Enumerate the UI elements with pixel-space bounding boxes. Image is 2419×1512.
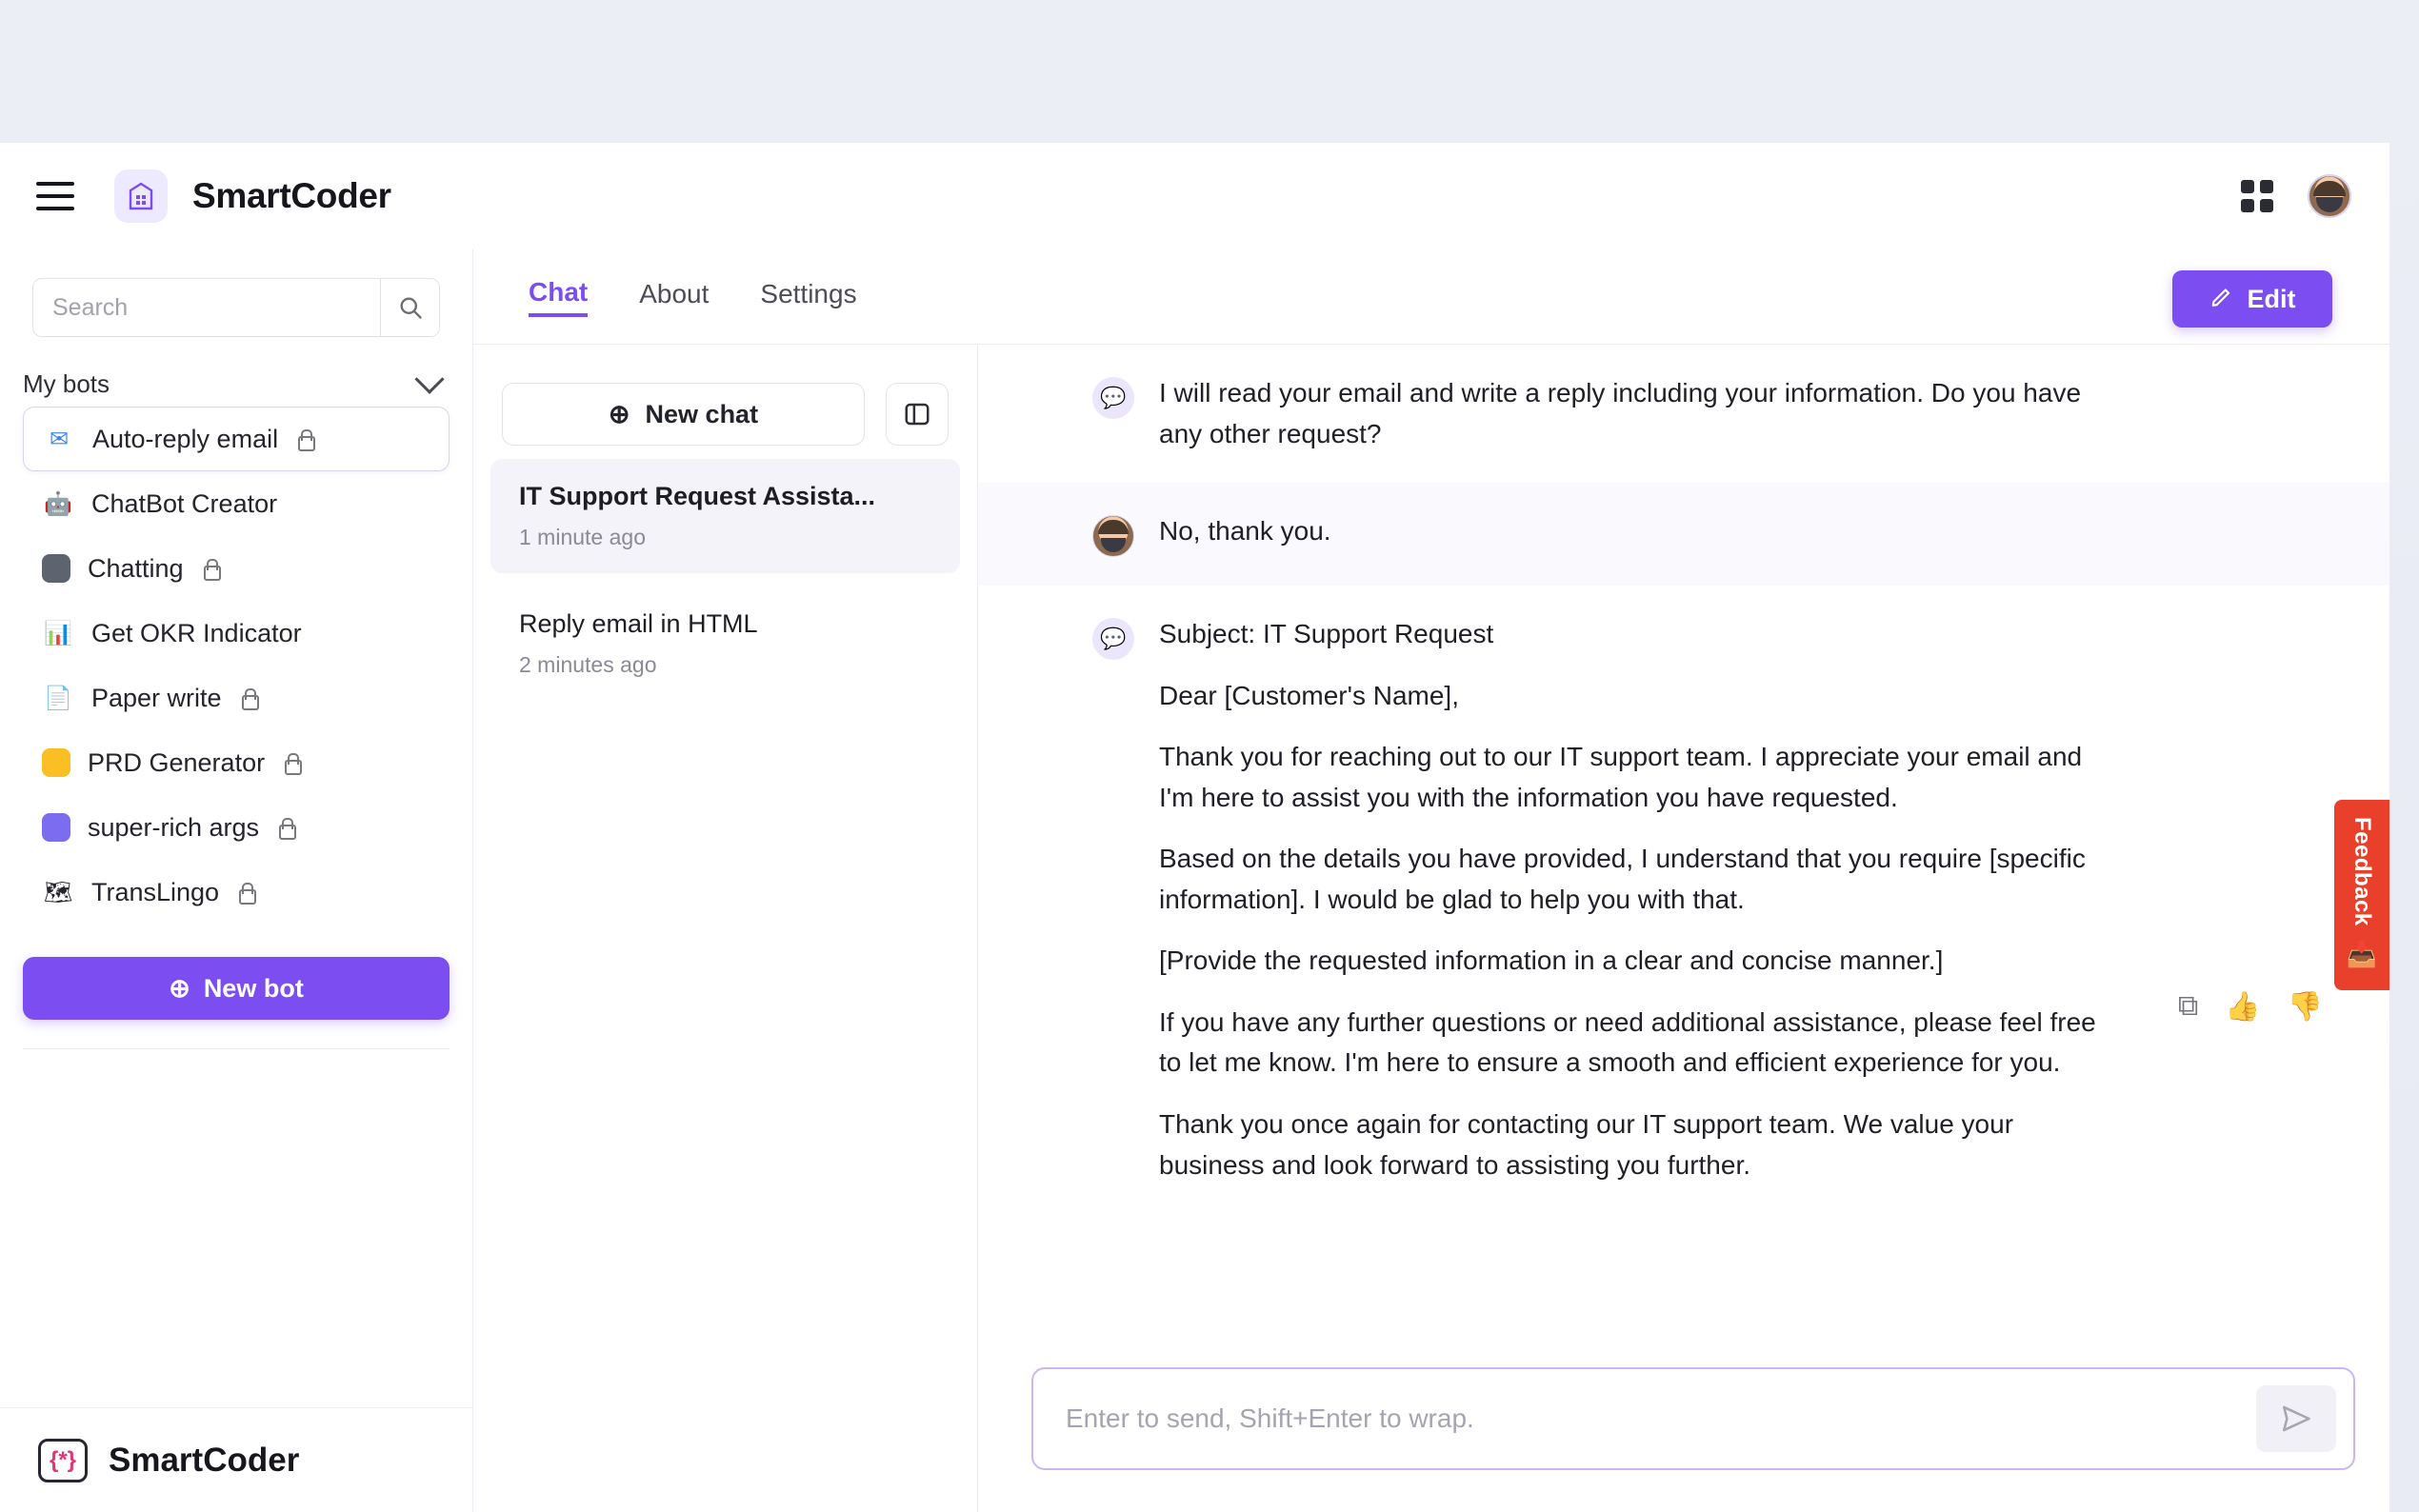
sidebar-item-label: Auto-reply email	[92, 424, 279, 453]
chevron-down-icon[interactable]	[414, 364, 444, 393]
content-area	[473, 249, 2389, 1512]
robot-icon: 🤖	[44, 490, 72, 517]
tab-bar	[473, 249, 2389, 345]
tab-about[interactable]: About	[639, 278, 710, 308]
sidebar-item-label: Chatting	[88, 553, 184, 583]
app-title: SmartCoder	[192, 175, 391, 215]
message-paragraph: If you have any further questions or need additional assistance, please feel free to let me know. I'm here to ensure a smooth and efficient experience for you.	[1159, 1006, 2096, 1078]
lock-icon	[295, 428, 314, 449]
top-bar-right	[2241, 174, 2351, 218]
list-item[interactable]	[490, 459, 960, 573]
square-yellow-icon	[42, 748, 70, 777]
lock-icon	[236, 882, 255, 903]
message-assistant	[978, 586, 2389, 1214]
message-paragraph: I will read your email and write a reply including your information. Do you have any other request?	[1159, 378, 2082, 448]
lock-icon	[239, 687, 258, 708]
smartcoder-logo-icon	[38, 1439, 88, 1482]
new-chat-button[interactable]	[502, 383, 865, 446]
list-item[interactable]	[490, 587, 960, 701]
hamburger-icon[interactable]	[36, 182, 74, 210]
bot-bubble-icon: 💬	[1092, 377, 1134, 419]
message-body	[1159, 614, 2111, 1185]
logo-glyph: {*}	[49, 1446, 77, 1473]
plus-circle-icon: ⊕	[608, 399, 630, 428]
tab-settings[interactable]: Settings	[760, 278, 857, 308]
conversation-panel	[978, 345, 2389, 1512]
sidebar	[0, 249, 473, 1512]
search-box[interactable]	[32, 278, 440, 337]
sidebar-item-label: super-rich args	[88, 812, 260, 842]
lock-icon	[276, 817, 295, 838]
edit-label: Edit	[2247, 284, 2296, 313]
fade-overlay	[978, 1316, 2389, 1360]
message-list	[978, 345, 2389, 1360]
sidebar-item-label: ChatBot Creator	[91, 488, 278, 518]
message-body	[1159, 511, 1331, 557]
new-chat-label: New chat	[645, 399, 759, 428]
message-paragraph: Thank you once again for contacting our IT support team. We value your business and look forward to assisting you further.	[1159, 1109, 2014, 1180]
panel-collapse-icon[interactable]	[886, 383, 949, 446]
new-bot-label: New bot	[203, 973, 304, 1003]
plus-circle-icon: ⊕	[169, 973, 190, 1003]
pencil-icon	[2209, 284, 2234, 315]
message-body	[1159, 373, 2111, 454]
sidebar-item-get-okr-indicator[interactable]	[23, 601, 450, 666]
my-bots-label: My bots	[23, 369, 110, 398]
sidebar-item-chatting[interactable]	[23, 536, 450, 601]
sidebar-item-chatbot-creator[interactable]	[23, 471, 450, 536]
top-bar	[0, 143, 2389, 249]
sidebar-item-label: Get OKR Indicator	[91, 618, 302, 647]
message-paragraph: [Provide the requested information in a clear and concise manner.]	[1159, 945, 1944, 976]
sidebar-item-super-rich-args[interactable]	[23, 795, 450, 860]
copy-icon[interactable]: ⧉	[2177, 990, 2199, 1022]
sidebar-divider	[23, 1048, 450, 1049]
feedback-tab[interactable]	[2334, 800, 2389, 990]
feedback-icon: 📥	[2346, 939, 2378, 968]
message-paragraph: Dear [Customer's Name],	[1159, 680, 1459, 710]
brand-logo-icon	[114, 169, 168, 223]
translate-icon: 🗺	[43, 879, 73, 905]
message-actions	[2178, 990, 2323, 1024]
message-user	[978, 483, 2389, 586]
lock-icon	[201, 558, 220, 579]
bot-bubble-icon: 💬	[1092, 618, 1134, 660]
message-assistant	[978, 345, 2389, 483]
square-gray-icon	[42, 554, 70, 583]
chat-item-time: 1 minute ago	[519, 525, 646, 549]
message-paragraph: No, thank you.	[1159, 516, 1331, 547]
chat-list-panel	[473, 345, 978, 1512]
sidebar-item-prd-generator[interactable]	[23, 730, 450, 795]
sidebar-item-label: Paper write	[91, 683, 222, 712]
sidebar-item-paper-write[interactable]	[23, 666, 450, 730]
search-input[interactable]	[33, 279, 380, 336]
mail-icon: ✉	[49, 426, 70, 452]
lock-icon	[282, 752, 301, 773]
thumbs-up-icon[interactable]: 👍	[2225, 991, 2261, 1023]
send-plane-icon[interactable]	[2256, 1385, 2336, 1452]
thumbs-down-icon[interactable]: 👎	[2287, 991, 2323, 1023]
bot-list	[23, 407, 450, 925]
footer-title: SmartCoder	[109, 1441, 300, 1479]
edit-button[interactable]	[2172, 270, 2332, 328]
new-bot-button[interactable]	[23, 957, 450, 1020]
message-paragraph: Based on the details you have provided, I understand that you require [specific information]. I would be glad to help you with that.	[1159, 844, 2086, 914]
sidebar-item-auto-reply-email[interactable]	[23, 407, 450, 471]
sidebar-footer[interactable]	[0, 1407, 472, 1512]
chat-item-title: IT Support Request Assista...	[519, 482, 876, 510]
search-icon[interactable]	[380, 279, 439, 336]
user-avatar	[1092, 515, 1134, 557]
chat-list-toolbar	[473, 345, 977, 446]
sidebar-item-label: PRD Generator	[88, 747, 266, 777]
chat-item-time: 2 minutes ago	[519, 652, 657, 677]
sidebar-item-translingo[interactable]	[23, 860, 450, 925]
tab-chat[interactable]: Chat	[529, 277, 588, 317]
message-paragraph: Thank you for reaching out to our IT support team. I appreciate your email and I'm here to assist you with the information you have requested.	[1159, 742, 2083, 812]
feedback-label: Feedback	[2349, 817, 2375, 926]
message-paragraph: Subject: IT Support Request	[1159, 619, 1494, 649]
square-purple-icon	[42, 813, 70, 842]
chart-person-icon: 📊	[44, 620, 72, 647]
sidebar-item-label: TransLingo	[91, 877, 220, 906]
grid-apps-icon[interactable]	[2241, 180, 2273, 212]
message-input[interactable]	[1033, 1403, 2256, 1434]
app-window	[0, 143, 2389, 1512]
avatar[interactable]	[2308, 174, 2351, 218]
message-composer[interactable]	[1031, 1367, 2355, 1470]
my-bots-header[interactable]	[23, 369, 440, 399]
document-icon: 📄	[44, 685, 72, 711]
chat-item-title: Reply email in HTML	[519, 609, 758, 638]
